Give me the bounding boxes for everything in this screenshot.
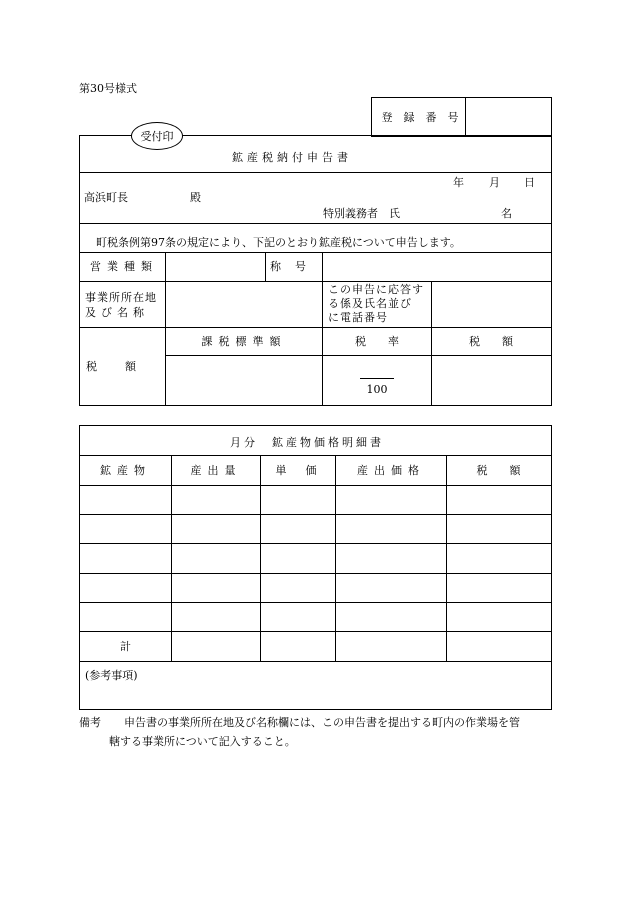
statement-title: 月分 鉱産物価格明細書 <box>230 436 384 449</box>
stamp-label: 受付印 <box>140 130 174 143</box>
table-row[interactable] <box>80 515 551 543</box>
rate-denominator: 100 <box>366 383 388 396</box>
date-month-label: 月 <box>489 176 500 189</box>
office-label-line1: 事業所所在地 <box>85 291 157 304</box>
tax-field[interactable] <box>432 356 550 404</box>
date-year-label: 年 <box>453 176 464 189</box>
remarks-field[interactable] <box>80 684 551 708</box>
contact-label-line3: に電話番号 <box>328 311 388 324</box>
remarks-label: (参考事項) <box>85 669 138 682</box>
trade-name-field[interactable] <box>323 253 550 280</box>
taxpayer-label: 特別義務者 氏 <box>323 207 400 220</box>
tax-amount-label: 税 額 <box>86 360 138 373</box>
total-row-fields[interactable] <box>172 632 550 660</box>
col-output: 産出量 <box>190 464 242 477</box>
office-field[interactable] <box>166 282 321 326</box>
total-label: 計 <box>120 640 131 653</box>
business-type-label: 営業種類 <box>90 260 158 273</box>
note-label: 備考 <box>79 716 101 729</box>
statement: 町税条例第97条の規定により、下記のとおり鉱産税について申告します。 <box>96 236 461 249</box>
rate-fraction-bar <box>360 378 394 379</box>
reception-stamp <box>131 122 183 150</box>
tax-base-field[interactable] <box>166 356 321 404</box>
business-type-field[interactable] <box>166 253 265 280</box>
col-output-value: 産出価格 <box>357 464 425 477</box>
registration-number-field[interactable] <box>466 99 550 135</box>
table-row[interactable] <box>80 574 551 602</box>
trade-name-label: 称号 <box>270 260 320 273</box>
form-number: 第30号様式 <box>79 82 137 95</box>
table-row[interactable] <box>80 544 551 572</box>
note-line1: 申告書の事業所所在地及び名称欄には、この申告書を提出する町内の作業場を管 <box>124 716 520 729</box>
contact-field[interactable] <box>432 282 550 326</box>
col-tax-rate: 税 率 <box>355 335 399 348</box>
registration-label: 登 録 番 号 <box>381 111 459 124</box>
table-row[interactable] <box>80 603 551 631</box>
col-tax-amount: 税 額 <box>476 464 521 477</box>
table-row[interactable] <box>80 486 551 514</box>
col-tax: 税 額 <box>469 335 513 348</box>
taxpayer-name-field[interactable] <box>405 204 495 220</box>
office-label-line2: 及び名称 <box>85 306 149 319</box>
col-mineral: 鉱産物 <box>100 464 151 477</box>
contact-label-line1: この申告に応答す <box>328 283 424 296</box>
date-day-label: 日 <box>524 176 535 189</box>
note-line2: 轄する事業所について記入すること。 <box>109 735 296 748</box>
col-unit-price: 単 価 <box>275 464 321 477</box>
taxpayer-name-suffix: 名 <box>501 207 512 220</box>
form-title: 鉱産税納付申告書 <box>232 151 352 164</box>
col-tax-base: 課税標準額 <box>201 335 287 348</box>
recipient: 高浜町長 <box>84 191 128 204</box>
honorific: 殿 <box>190 191 201 204</box>
contact-label-line2: る係及氏名並び <box>328 297 412 310</box>
